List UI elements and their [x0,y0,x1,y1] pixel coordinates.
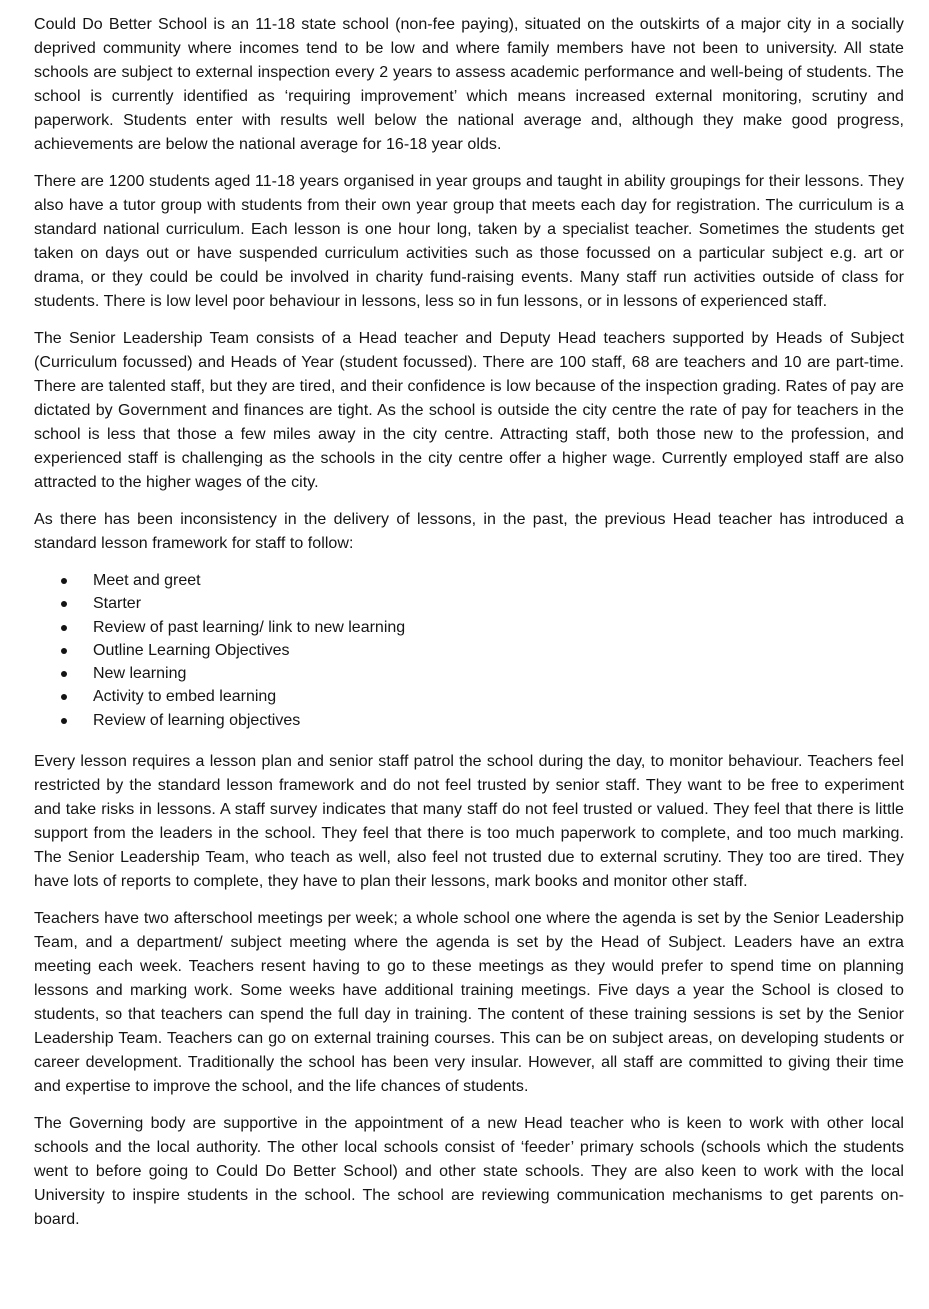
list-item-label: Meet and greet [93,572,201,589]
list-item [34,662,904,685]
bullet-icon [61,648,67,654]
bullet-icon [61,601,67,607]
list-item-label: Review of learning objectives [93,711,301,729]
paragraph-students: There are 1200 students aged 11-18 years organised in year groups and taught in ability groupings for their lessons. They also have a tutor group with students from their own year group that meets each day for registration. The curriculum is a standard national curriculum. Each lesson is one hour long, taken by a specialist teacher. Sometimes the students get taken on days out or have suspended curriculum activities such as those focussed on a particular subject e.g. art or drama, or they could be could be involved in charity fund-raising events. Many staff run activities outside of class for students. There is low level poor behaviour in lessons, less so in fun lessons, or in lessons of experienced staff. [34,173,904,310]
paragraph-meetings: Teachers have two afterschool meetings per week; a whole school one where the agenda is set by the Senior Leadership Team, and a department/ subject meeting where the agenda is set by the Head of Subject. Leaders have an extra meeting each week. Teachers resent having to go to these meetings as they would prefer to spend time on planning lessons and marking work. Some weeks have additional training meetings. Five days a year the School is closed to students, so that teachers can spend the full day in training. The content of these training sessions is set by the Senior Leadership Team. Teachers can go on external training courses. This can be on subject areas, on developing students or career development. Traditionally the school has been very insular. However, all staff are committed to giving their time and expertise to improve the school, and the life chances of students. [34,910,904,1096]
lesson-framework-list [34,569,904,732]
list-item [34,616,904,639]
list-item [34,639,904,662]
paragraph-governing-body: The Governing body are supportive in the appointment of a new Head teacher who is keen to work with other local schools and the local authority. The other local schools consist of ‘feeder’ primary schools (schools which the students went to before going to Could Do Better School) and other state schools. They are also keen to work with the local University to inspire students in the school. The school are reviewing communication mechanisms to get parents on-board. [34,1115,904,1229]
list-item-label: Review of past learning/ link to new learning [93,618,406,636]
bullet-icon [61,694,67,700]
list-item [34,569,904,592]
bullet-icon [61,718,67,724]
list-item-label: New learning [93,665,187,683]
paragraph-lesson-framework-intro: As there has been inconsistency in the delivery of lessons, in the past, the previous Head teacher has introduced a standard lesson framework for staff to follow: [34,511,904,552]
document-page [34,13,904,1245]
list-item-label: Activity to embed learning [93,688,277,706]
list-item [34,685,904,708]
bullet-icon [61,625,67,631]
paragraph-staffing: The Senior Leadership Team consists of a Head teacher and Deputy Head teachers supported by Heads of Subject (Curriculum focussed) and Heads of Year (student focussed). There are 100 staff, 68 are teachers and 10 are part-time. There are talented staff, but they are tired, and their confidence is low because of the inspection grading. Rates of pay are dictated by Government and finances are tight. As the school is outside the city centre the rate of pay for teachers in the school is less that those a few miles away in the city centre. Attracting staff, both those new to the profession, and experienced staff is challenging as the schools in the city centre offer a higher wage. Currently employed staff are also attracted to the higher wages of the city. [34,330,904,491]
paragraph-lesson-plans: Every lesson requires a lesson plan and senior staff patrol the school during the day, to monitor behaviour. Teachers feel restricted by the standard lesson framework and do not feel trusted by senior staff. They want to be free to experiment and take risks in lessons. A staff survey indicates that many staff do not feel trusted or valued. They feel that there is little support from the leaders in the school. They feel that there is too much paperwork to complete, and too much marking. The Senior Leadership Team, who teach as well, also feel not trusted due to external scrutiny. They too are tired. They have lots of reports to complete, they have to plan their lessons, mark books and monitor other staff. [34,753,904,891]
list-item-label: Starter [93,595,142,613]
paragraph-school-context: Could Do Better School is an 11-18 state school (non-fee paying), situated on the outskirts of a major city in a socially deprived community where incomes tend to be low and where family members have not been to university. All state schools are subject to external inspection every 2 years to assess academic performance and well-being of students. The school is currently identified as ‘requiring improvement’ which means increased external monitoring, scrutiny and paperwork. Students enter with results well below the national average and, although they make good progress, achievements are below the national average for 16-18 year olds. [34,16,904,153]
bullet-icon [61,671,67,677]
bullet-icon [61,578,67,584]
list-item-label: Outline Learning Objectives [93,641,290,659]
list-item [34,592,904,615]
list-item [34,709,904,732]
